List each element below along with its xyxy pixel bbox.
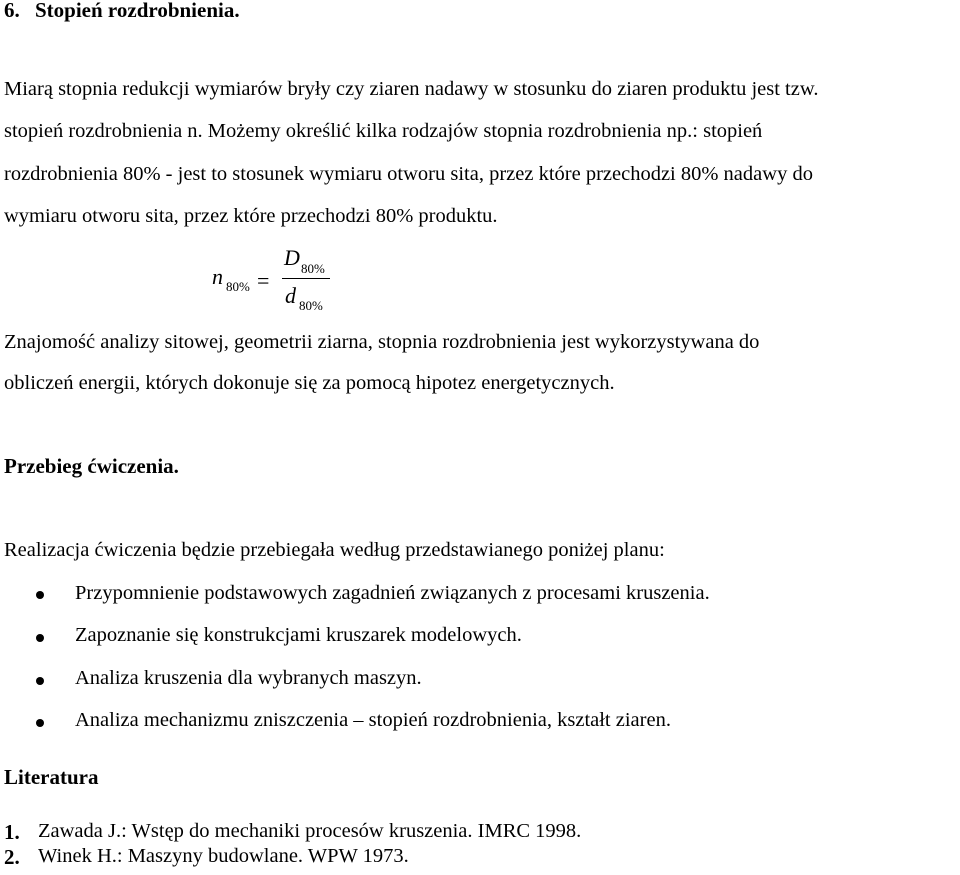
formula-num-sub: 80% bbox=[301, 261, 325, 276]
section-heading bbox=[4, 0, 240, 23]
bullet-icon bbox=[36, 677, 44, 685]
formula-fraction-bar bbox=[282, 278, 330, 279]
list-item-text: Przypomnienie podstawowych zagadnień związanych z procesami kruszenia. bbox=[75, 582, 710, 604]
formula-num-var: D bbox=[284, 245, 300, 270]
section-title: Stopień rozdrobnienia. bbox=[35, 0, 240, 22]
formula-lhs-var: n bbox=[212, 264, 223, 289]
literature-item-number: 1. bbox=[4, 820, 20, 844]
section-number: 6. bbox=[4, 0, 20, 22]
literature-item-text: Zawada J.: Wstęp do mechaniki procesów kruszenia. IMRC 1998. bbox=[38, 820, 582, 842]
procedure-heading: Przebieg ćwiczenia. bbox=[4, 454, 179, 478]
bullet-icon bbox=[36, 591, 44, 599]
intro-line-3: rozdrobnienia 80% - jest to stosunek wymiaru otworu sita, przez które przechodzi 80% nadawy do bbox=[4, 163, 813, 185]
bullet-icon bbox=[36, 634, 44, 642]
literature-item-number: 2. bbox=[4, 845, 20, 869]
literature-item-text: Winek H.: Maszyny budowlane. WPW 1973. bbox=[38, 845, 409, 867]
intro-line-2: stopień rozdrobnienia n. Możemy określić kilka rodzajów stopnia rozdrobnienia np.: stopień bbox=[4, 120, 763, 142]
procedure-intro: Realizacja ćwiczenia będzie przebiegała według przedstawianego poniżej planu: bbox=[4, 539, 665, 561]
list-item-text: Zapoznanie się konstrukcjami kruszarek modelowych. bbox=[75, 624, 522, 646]
formula-den-sub: 80% bbox=[299, 298, 323, 313]
bullet-icon bbox=[36, 719, 44, 727]
formula-lhs-sub: 80% bbox=[226, 279, 250, 294]
formula-equals: = bbox=[257, 268, 270, 293]
knowledge-line-1: Znajomość analizy sitowej, geometrii ziarna, stopnia rozdrobnienia jest wykorzystywana do bbox=[4, 331, 760, 353]
knowledge-line-2: obliczeń energii, których dokonuje się za pomocą hipotez energetycznych. bbox=[4, 372, 615, 394]
formula-den-var: d bbox=[285, 283, 296, 308]
list-item-text: Analiza kruszenia dla wybranych maszyn. bbox=[75, 667, 422, 689]
literature-heading: Literatura bbox=[4, 765, 99, 789]
list-item-text: Analiza mechanizmu zniszczenia – stopień rozdrobnienia, kształt ziaren. bbox=[75, 709, 671, 731]
intro-line-1: Miarą stopnia redukcji wymiarów bryły czy ziaren nadawy w stosunku do ziaren produktu jest tzw. bbox=[4, 78, 819, 100]
intro-line-4: wymiaru otworu sita, przez które przechodzi 80% produktu. bbox=[4, 205, 498, 227]
